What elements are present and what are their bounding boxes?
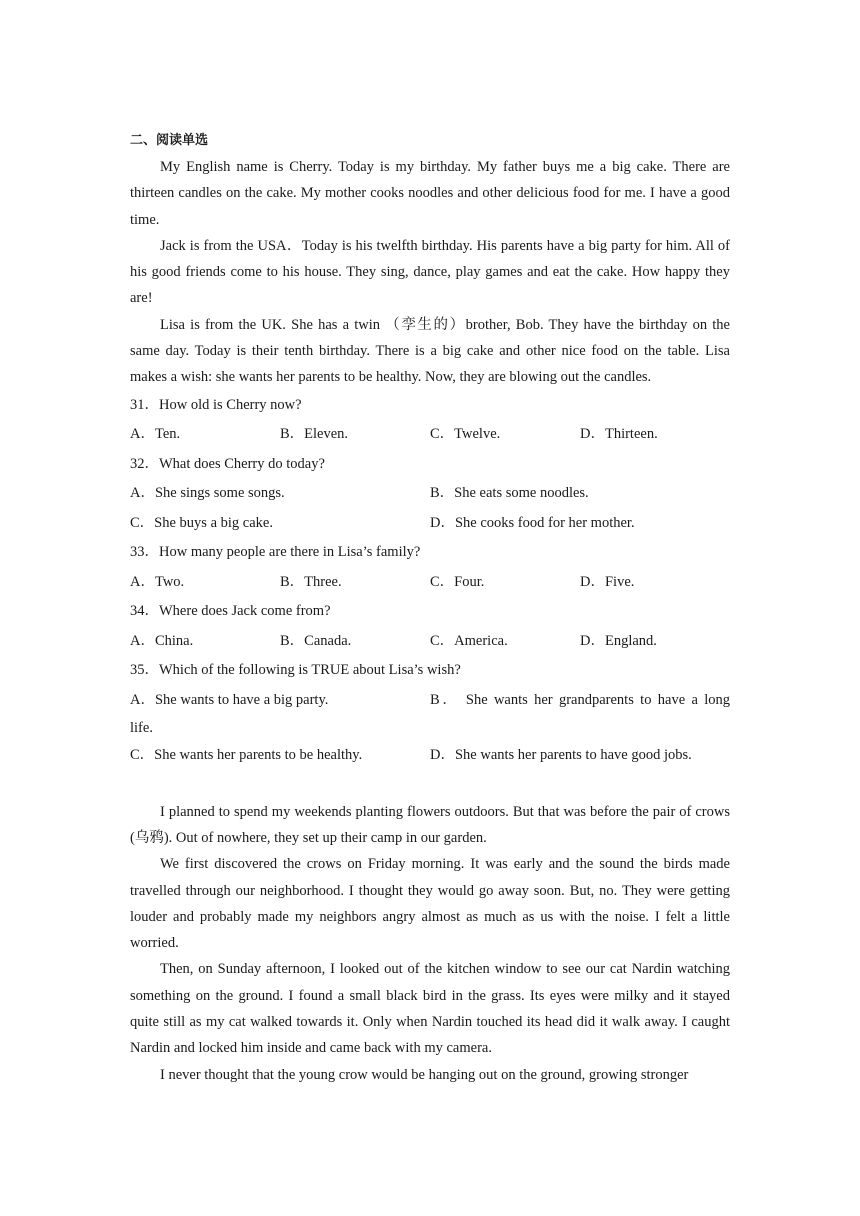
question-34: 34．Where does Jack come from? <box>130 603 331 620</box>
option-c: C．Four. <box>430 573 485 590</box>
passage2-paragraph-1: I planned to spend my weekends planting flowers outdoors. But that was before the pair of crows (乌鸦). Out of nowhere, they set up their camp in our garden. <box>130 803 730 846</box>
option-a: A．China. <box>130 632 194 649</box>
passage2-paragraph-3: Then, on Sunday afternoon, I looked out of the kitchen window to see our cat Nardin watching something on the ground. I found a small black bird in the grass. Its eyes were milky and it stayed quite still as my cat walked towards it. Only when Nardin touched its head did it walk away. I caught Nardin and locked him inside and came back with my camera. <box>130 961 730 1057</box>
option-a: A．Two. <box>130 573 185 590</box>
option-b-line-2: life. <box>130 720 153 737</box>
section-gap <box>130 771 730 799</box>
question-31-options <box>130 420 730 450</box>
option-a: A．She sings some songs. <box>130 485 285 502</box>
option-b: B．Three. <box>280 573 342 590</box>
option-d: D．She cooks food for her mother. <box>430 514 635 531</box>
passage2-paragraph-2: We first discovered the crows on Friday morning. It was early and the sound the birds made travelled through our neighborhood. I thought they would go away soon. But, no. They were getting louder and probably made my neighbors angry almost as much as us with the noise. I felt a little worried. <box>130 856 730 952</box>
option-c: C．She wants her parents to be healthy. <box>130 747 363 764</box>
option-a: A．Ten. <box>130 426 181 443</box>
option-d: D．England. <box>580 632 657 649</box>
passage1-paragraph-2: Jack is from the USA．Today is his twelfth birthday. His parents have a big party for him. All of his good friends come to his house. They sing, dance, play games and eat the cake. How happy they are! <box>130 237 730 307</box>
passage2-paragraph-4: I never thought that the young crow would be hanging out on the ground, growing stronger <box>160 1066 689 1083</box>
section-title: 二、阅读单选 <box>130 133 209 148</box>
option-c: C．Twelve. <box>430 426 501 443</box>
option-b-line-1: B． She wants her grandparents to have a long <box>430 691 730 708</box>
question-33: 33．How many people are there in Lisa’s family? <box>130 544 421 561</box>
option-b: B．Eleven. <box>280 426 349 443</box>
option-c: C．America. <box>430 632 508 649</box>
passage1-paragraph-3: Lisa is from the UK. She has a twin （孪生的）brother, Bob. They have the birthday on the same day. Today is their tenth birthday. There is a big cake and other nice food on the table. Lisa makes a wish: she wants her parents to be healthy. Now, they are blowing out the candles. <box>130 316 730 386</box>
question-32-options-row-1 <box>130 479 730 509</box>
option-d: D．Thirteen. <box>580 426 658 443</box>
option-d: D．Five. <box>580 573 635 590</box>
option-d: D．She wants her parents to have good jobs. <box>430 747 692 764</box>
option-b: B．She eats some noodles. <box>430 485 589 502</box>
question-33-options <box>130 568 730 598</box>
question-32: 32．What does Cherry do today? <box>130 455 325 472</box>
option-c: C．She buys a big cake. <box>130 514 273 531</box>
question-34-options <box>130 627 730 657</box>
option-a: A．She wants to have a big party. <box>130 691 329 708</box>
question-35-options-row-2 <box>130 741 730 771</box>
option-b: B．Canada. <box>280 632 352 649</box>
question-31: 31．How old is Cherry now? <box>130 396 302 413</box>
question-35-options-row-1 <box>130 686 730 742</box>
passage1-paragraph-1: My English name is Cherry. Today is my birthday. My father buys me a big cake. There are thirteen candles on the cake. My mother cooks noodles and other delicious food for me. I have a good time. <box>130 159 730 228</box>
question-35: 35．Which of the following is TRUE about Lisa’s wish? <box>130 662 461 679</box>
question-32-options-row-2 <box>130 509 730 539</box>
document-content <box>130 128 730 1088</box>
